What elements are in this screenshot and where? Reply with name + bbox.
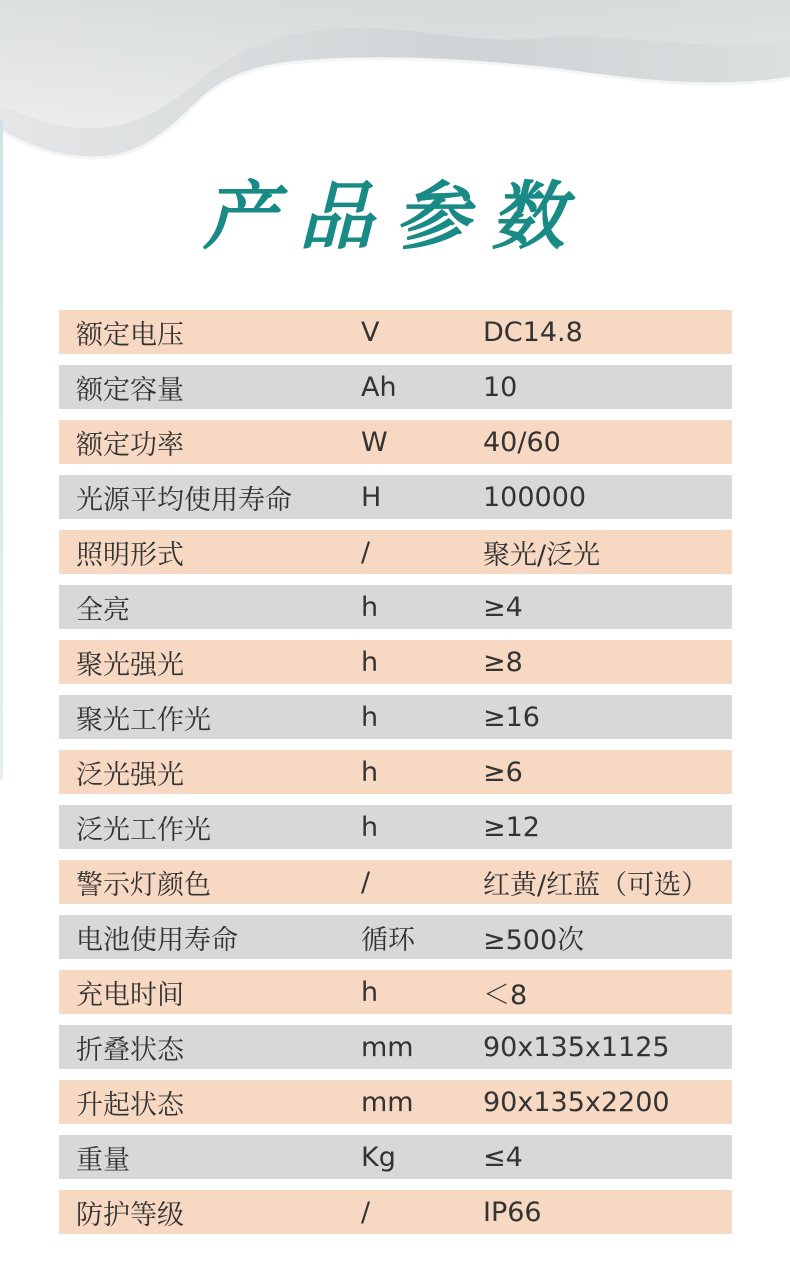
spec-row bbox=[59, 1135, 732, 1179]
spec-name: 泛光强光 bbox=[76, 759, 184, 791]
spec-row bbox=[59, 1080, 732, 1124]
spec-unit: / bbox=[361, 536, 371, 568]
spec-value: 40/60 bbox=[483, 426, 561, 458]
spec-unit: V bbox=[361, 316, 380, 348]
spec-value: 聚光/泛光 bbox=[483, 539, 601, 571]
spec-unit: h bbox=[361, 756, 379, 788]
cloud-header-decoration bbox=[0, 0, 790, 200]
spec-row bbox=[59, 970, 732, 1014]
spec-row bbox=[59, 695, 732, 739]
spec-name: 泛光工作光 bbox=[76, 814, 211, 846]
spec-name: 警示灯颜色 bbox=[76, 869, 211, 901]
spec-unit: / bbox=[361, 866, 371, 898]
spec-name: 额定功率 bbox=[76, 429, 184, 461]
spec-value: ≥4 bbox=[483, 591, 523, 623]
spec-row bbox=[59, 530, 732, 574]
spec-value: ≥6 bbox=[483, 756, 523, 788]
spec-row bbox=[59, 860, 732, 904]
spec-row bbox=[59, 915, 732, 959]
spec-value: 10 bbox=[483, 371, 518, 403]
spec-unit: h bbox=[361, 701, 379, 733]
spec-value: ≥16 bbox=[483, 701, 540, 733]
spec-row bbox=[59, 805, 732, 849]
spec-unit: H bbox=[361, 481, 382, 513]
spec-name: 充电时间 bbox=[76, 979, 184, 1011]
spec-value: 90x135x1125 bbox=[483, 1031, 670, 1063]
spec-table bbox=[59, 310, 732, 1245]
spec-unit: h bbox=[361, 591, 379, 623]
spec-row bbox=[59, 640, 732, 684]
spec-value: ≥500次 bbox=[483, 924, 585, 956]
spec-name: 光源平均使用寿命 bbox=[76, 484, 292, 516]
spec-row bbox=[59, 750, 732, 794]
spec-row bbox=[59, 475, 732, 519]
spec-name: 全亮 bbox=[76, 594, 130, 626]
spec-name: 升起状态 bbox=[76, 1089, 184, 1121]
spec-row bbox=[59, 365, 732, 409]
spec-unit: mm bbox=[361, 1086, 414, 1118]
spec-unit: Kg bbox=[361, 1141, 396, 1173]
spec-row bbox=[59, 585, 732, 629]
spec-name: 照明形式 bbox=[76, 539, 184, 571]
spec-row bbox=[59, 310, 732, 354]
spec-unit: h bbox=[361, 976, 379, 1008]
spec-name: 电池使用寿命 bbox=[76, 924, 238, 956]
spec-unit: h bbox=[361, 811, 379, 843]
spec-unit: / bbox=[361, 1196, 371, 1228]
spec-value: DC14.8 bbox=[483, 316, 583, 348]
spec-unit: Ah bbox=[361, 371, 397, 403]
spec-name: 聚光强光 bbox=[76, 649, 184, 681]
spec-row bbox=[59, 1025, 732, 1069]
spec-value: ≤4 bbox=[483, 1141, 523, 1173]
spec-row bbox=[59, 1190, 732, 1234]
spec-value: 90x135x2200 bbox=[483, 1086, 670, 1118]
spec-name: 重量 bbox=[76, 1144, 130, 1176]
spec-unit: h bbox=[361, 646, 379, 678]
spec-unit: W bbox=[361, 426, 388, 458]
spec-value: ≥12 bbox=[483, 811, 540, 843]
spec-value: ≥8 bbox=[483, 646, 523, 678]
spec-row bbox=[59, 420, 732, 464]
spec-name: 聚光工作光 bbox=[76, 704, 211, 736]
spec-name: 折叠状态 bbox=[76, 1034, 184, 1066]
spec-name: 额定电压 bbox=[76, 319, 184, 351]
spec-unit: 循环 bbox=[361, 924, 415, 956]
spec-value: ＜8 bbox=[483, 979, 528, 1011]
spec-value: 红黄/红蓝（可选） bbox=[483, 869, 709, 901]
spec-name: 防护等级 bbox=[76, 1199, 184, 1231]
spec-value: IP66 bbox=[483, 1196, 542, 1228]
spec-value: 100000 bbox=[483, 481, 587, 513]
spec-name: 额定容量 bbox=[76, 374, 184, 406]
page-title: 产品参数 bbox=[203, 174, 587, 260]
spec-unit: mm bbox=[361, 1031, 414, 1063]
